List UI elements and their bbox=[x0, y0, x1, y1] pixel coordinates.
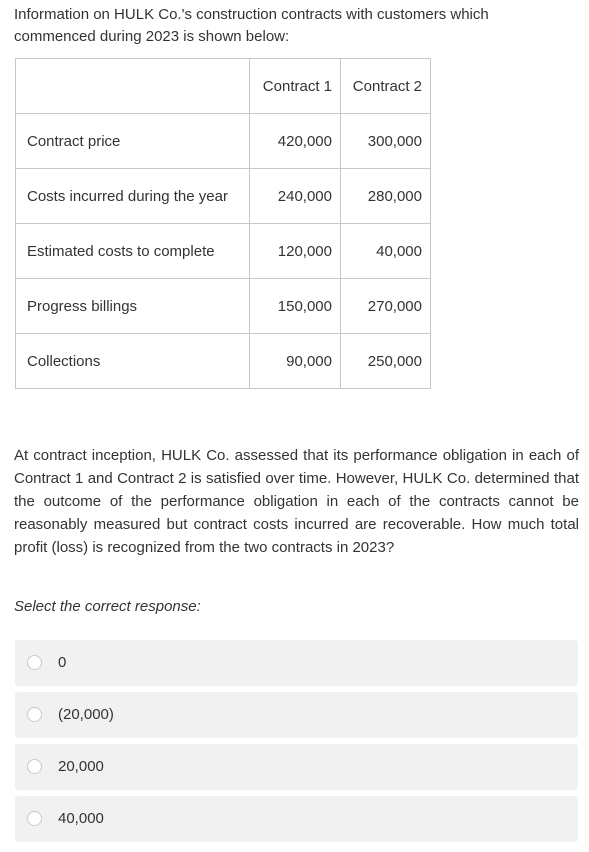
cell-contract-2: 280,000 bbox=[341, 169, 431, 224]
option-label: (20,000) bbox=[58, 706, 114, 723]
cell-contract-1: 420,000 bbox=[250, 114, 341, 169]
option-label: 40,000 bbox=[58, 810, 104, 827]
option-label: 0 bbox=[58, 654, 67, 671]
header-contract-2: Contract 2 bbox=[341, 59, 431, 114]
answer-option-1[interactable] bbox=[15, 692, 578, 738]
radio-button[interactable] bbox=[27, 811, 42, 826]
intro-line-1: Information on HULK Co.'s construction contracts with customers which bbox=[14, 6, 489, 23]
radio-button[interactable] bbox=[27, 707, 42, 722]
intro-text bbox=[14, 4, 574, 48]
radio-button[interactable] bbox=[27, 655, 42, 670]
row-label: Collections bbox=[16, 334, 250, 389]
cell-contract-1: 240,000 bbox=[250, 169, 341, 224]
answer-option-3[interactable] bbox=[15, 796, 578, 842]
option-label: 20,000 bbox=[58, 758, 104, 775]
cell-contract-2: 250,000 bbox=[341, 334, 431, 389]
radio-button[interactable] bbox=[27, 759, 42, 774]
cell-contract-1: 90,000 bbox=[250, 334, 341, 389]
contracts-table bbox=[15, 58, 431, 389]
table-row bbox=[16, 334, 431, 389]
cell-contract-2: 300,000 bbox=[341, 114, 431, 169]
answer-option-0[interactable] bbox=[15, 640, 578, 686]
intro-line-2: commenced during 2023 is shown below: bbox=[14, 28, 290, 45]
header-empty-cell bbox=[16, 59, 250, 114]
table-row bbox=[16, 169, 431, 224]
cell-contract-2: 40,000 bbox=[341, 224, 431, 279]
cell-contract-2: 270,000 bbox=[341, 279, 431, 334]
cell-contract-1: 150,000 bbox=[250, 279, 341, 334]
table-header-row bbox=[16, 59, 431, 114]
header-contract-1: Contract 1 bbox=[250, 59, 341, 114]
row-label: Progress billings bbox=[16, 279, 250, 334]
table-row bbox=[16, 224, 431, 279]
row-label: Estimated costs to complete bbox=[16, 224, 250, 279]
question-text: At contract inception, HULK Co. assessed that its performance obligation in each of Contract 1 and Contract 2 is satisfied over time. However, HULK Co. determined that the outcome of the performance obligation in each of the contracts cannot be reasonably measured but contract costs incurred are recoverable. How much total profit (loss) is recognized from the two contracts in 2023? bbox=[14, 447, 579, 556]
row-label: Costs incurred during the year bbox=[16, 169, 250, 224]
cell-contract-1: 120,000 bbox=[250, 224, 341, 279]
row-label: Contract price bbox=[16, 114, 250, 169]
table-row bbox=[16, 279, 431, 334]
table-row bbox=[16, 114, 431, 169]
answer-option-2[interactable] bbox=[15, 744, 578, 790]
select-prompt: Select the correct response: bbox=[14, 598, 201, 615]
